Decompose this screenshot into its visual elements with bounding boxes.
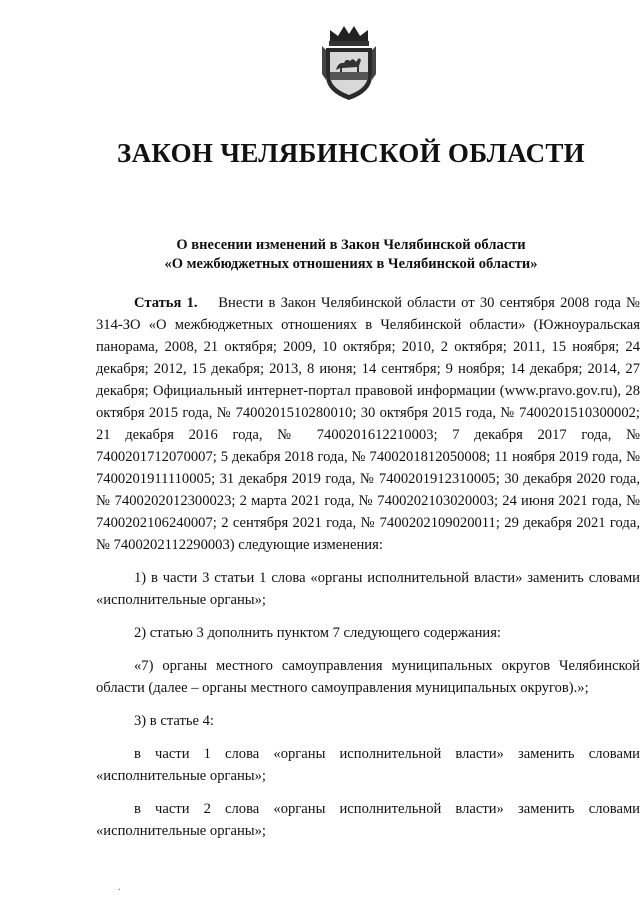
list-item: в части 1 слова «органы исполнительной власти» заменить словами «исполнительные органы»;: [96, 746, 640, 784]
list-item: 1) в части 3 статьи 1 слова «органы исполнительной власти» заменить словами «исполнительные органы»;: [96, 570, 640, 608]
law-body: [96, 292, 640, 853]
subtitle-line-1: О внесении изменений в Закон Челябинской области: [176, 237, 526, 253]
article-label: Статья 1.: [134, 295, 198, 311]
list-item: «7) органы местного самоуправления муниципальных округов Челябинской области (далее – органы местного самоуправления муниципальных округов).»;: [96, 658, 640, 696]
article-text: Внести в Закон Челябинской области от 30 сентября 2008 года № 314-ЗО «О межбюджетных отношениях в Челябинской области» (Южноуральская панорама, 2008, 21 октября; 2009, 10 октября; 2010, 2 октября; 2011, 15 ноября; 24 декабря; 2012, 15 декабря; 2013, 8 июня; 14 сентября; 9 ноября; 14 декабря; 2014, 27 декабря; Официальный интернет-портал правовой информации (www.pravo.gov.ru), 28 октября 2015 года, № 7400201510280010; 30 октября 2015 года, № 7400201510300002; 21 декабря 2016 года, № 7400201612210003; 7 декабря 2017 года, № 7400201712070007; 5 декабря 2018 года, № 7400201812050008; 11 ноября 2019 года, № 7400201911110005; 31 декабря 2019 года, № 7400201912310005; 30 декабря 2020 года, № 7400202012300023; 2 марта 2021 года, № 7400202103020003; 24 июня 2021 года, № 7400202106240007; 2 сентября 2021 года, № 7400202109020011; 29 декабря 2021 года, № 7400202112290003) следующие изменения:: [96, 295, 640, 553]
subtitle-line-2: «О межбюджетных отношениях в Челябинской области»: [164, 256, 538, 272]
law-subtitle: [0, 236, 640, 274]
chelyabinsk-coat-of-arms-icon: [318, 22, 380, 102]
list-item: 2) статью 3 дополнить пунктом 7 следующего содержания:: [134, 625, 501, 641]
article-1-paragraph: [96, 292, 640, 556]
list-item: 3) в статье 4:: [134, 713, 214, 729]
scan-mark: .: [118, 882, 121, 893]
law-title: ЗАКОН ЧЕЛЯБИНСКОЙ ОБЛАСТИ: [117, 138, 585, 168]
list-item: в части 2 слова «органы исполнительной власти» заменить словами «исполнительные органы»;: [96, 801, 640, 839]
